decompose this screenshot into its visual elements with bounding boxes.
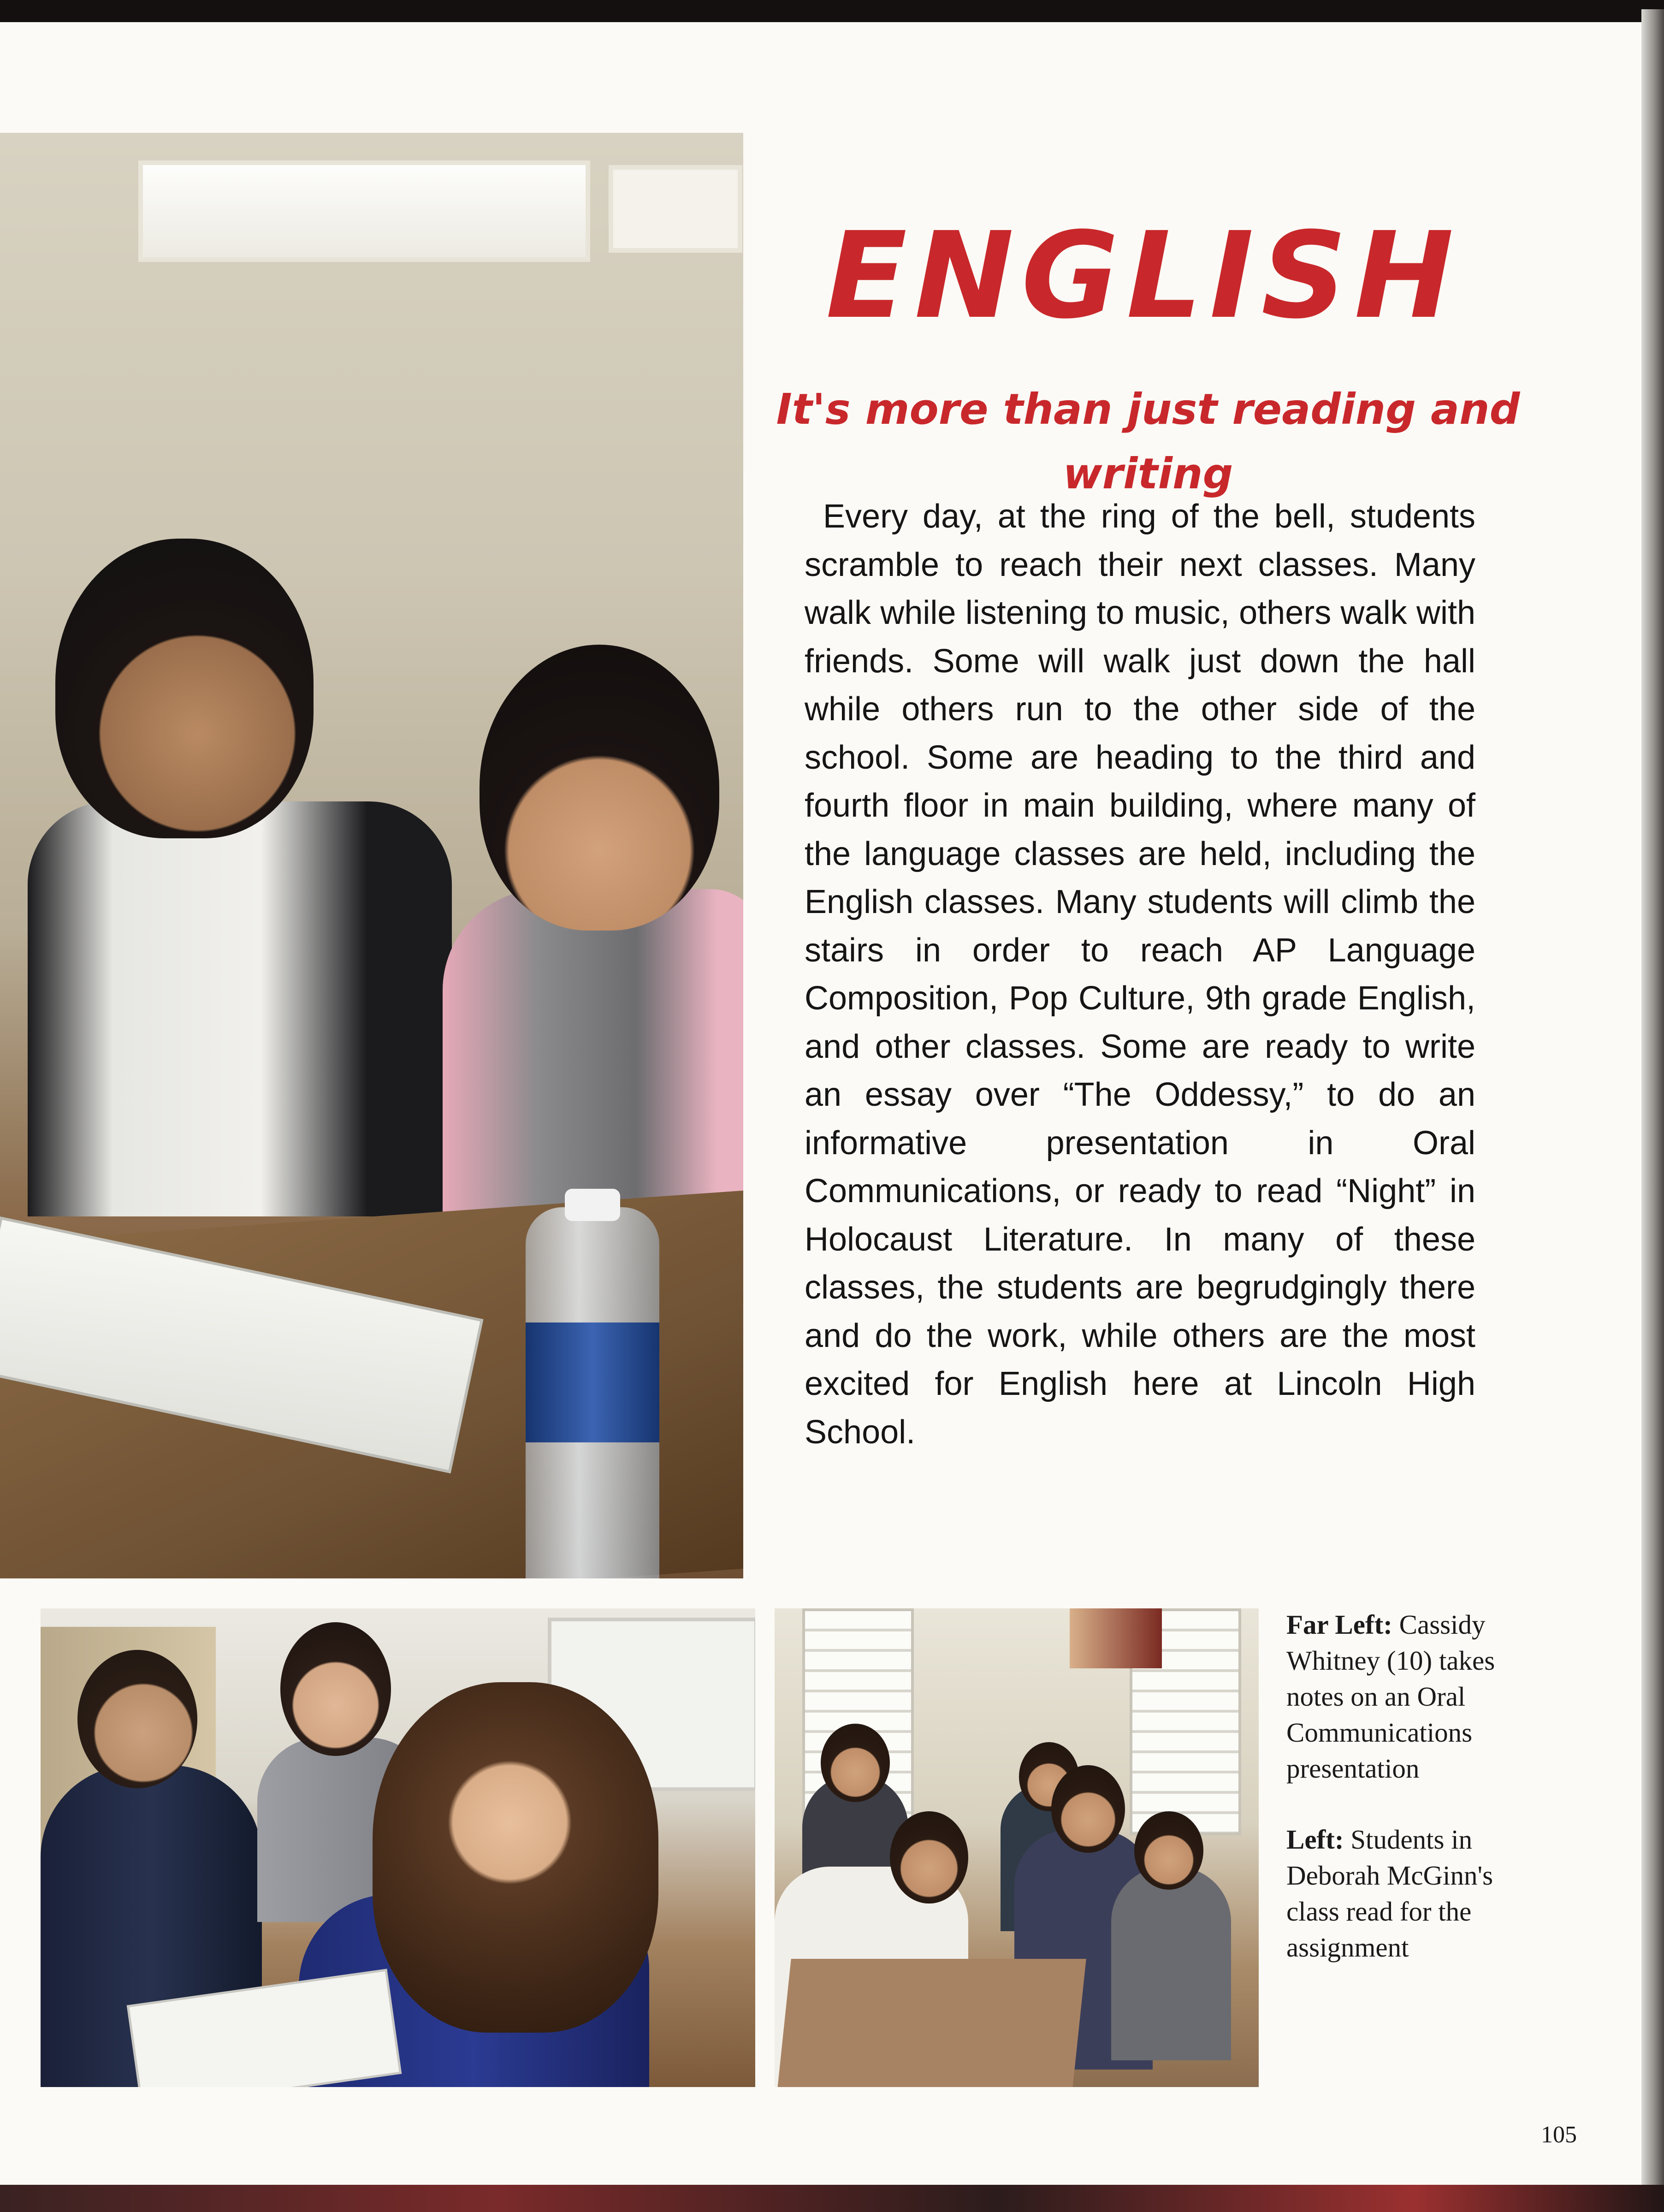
yearbook-page [0, 22, 1641, 2185]
photo-student-figure [55, 539, 314, 838]
photo-student-figure [1134, 1811, 1203, 1890]
photo-captions [1286, 1607, 1545, 2000]
photo-window [609, 165, 742, 253]
page-title: ENGLISH [825, 207, 1462, 345]
photo-student-figure [821, 1724, 890, 1802]
photo-poster [1070, 1608, 1162, 1668]
page-edge-shadow [1641, 9, 1664, 2195]
photo-student-figure [280, 1622, 391, 1756]
photo-student-figure [1111, 1867, 1231, 2060]
caption-left [1286, 1821, 1545, 1965]
caption-far-left [1286, 1607, 1545, 1786]
caption-text: Cassidy Whitney (10) takes notes on an Oral Communications presentation [1286, 1609, 1495, 1784]
caption-text: Students in Deborah McGinn's class read for the assignment [1286, 1824, 1493, 1963]
story-body: Every day, at the ring of the bell, students scramble to reach their next classes. Many walk while listening to music, others walk with friends. Some will walk just down the hall while others run to the other side of the school. Some are heading to the third and fourth floor in main building, where many of the language classes are held, including the English classes. Many students will climb the stairs in order to reach AP Language Composition, Pop Culture, 9th grade English, and other classes. Some are ready to write an essay over “The Oddessy,” to do an informative presentation in Oral Communications, or ready to read “Night” in Holocaust Literature. In many of these classes, the students are begrudgingly there and do the work, while others are the most excited for English here at Lincoln High School. [805, 498, 1475, 1451]
page-subtitle: It's more than just reading and writing [776, 385, 1520, 498]
oral-communications-photo [41, 1608, 755, 2087]
photo-desk [776, 1959, 1086, 2087]
caption-label: Left: [1286, 1824, 1344, 1855]
photo-student-figure [373, 1682, 658, 2033]
facing-page-strip [0, 2185, 1664, 2212]
main-classroom-photo [0, 133, 743, 1578]
reading-class-photo [775, 1608, 1259, 2087]
page-number: 105 [1541, 2122, 1577, 2148]
photo-water-bottle [565, 1189, 620, 1221]
photo-student-figure [890, 1811, 968, 1904]
photo-student-figure [28, 801, 452, 1216]
photo-student-figure [480, 645, 719, 931]
caption-label: Far Left: [1286, 1609, 1392, 1640]
photo-window [138, 160, 590, 262]
photo-student-figure [77, 1650, 197, 1788]
photo-student-figure [1051, 1765, 1125, 1853]
photo-water-bottle [526, 1322, 659, 1442]
